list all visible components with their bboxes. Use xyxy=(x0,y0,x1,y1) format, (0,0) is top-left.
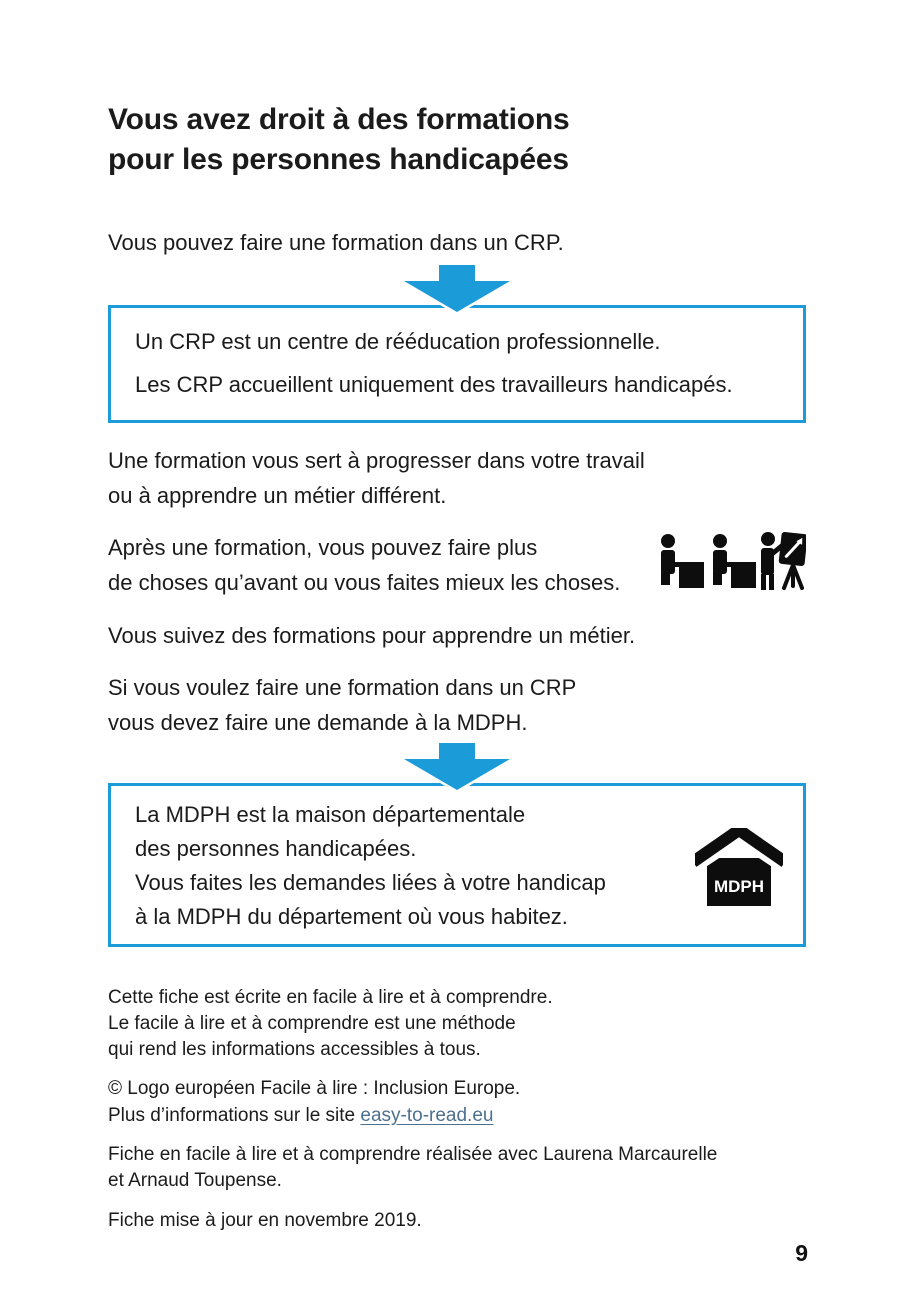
mdph-box-line-3: Vous faites les demandes liées à votre handicap xyxy=(135,870,606,895)
footer-easy-read-line-3: qui rend les informations accessibles à tous. xyxy=(108,1039,481,1060)
mdph-box-line-1: La MDPH est la maison départementale xyxy=(135,802,526,827)
paragraph-formation-usage xyxy=(108,443,806,513)
mdph-box-line-4: à la MDPH du département où vous habitez. xyxy=(135,904,568,929)
crp-box-line-2: Les CRP accueillent uniquement des travailleurs handicapés. xyxy=(135,372,733,397)
paragraph-after-formation-line-2: de choses qu’avant ou vous faites mieux les choses. xyxy=(108,570,621,595)
page-title xyxy=(108,100,806,180)
paragraph-formation-usage-line-2: ou à apprendre un métier différent. xyxy=(108,483,447,508)
down-arrow-icon xyxy=(403,264,511,313)
mdph-definition-box xyxy=(108,783,806,947)
paragraph-after-formation xyxy=(108,530,620,600)
svg-text:MDPH: MDPH xyxy=(713,877,765,896)
footer-easy-read-line-2: Le facile à lire et à comprendre est une méthode xyxy=(108,1013,516,1034)
page-title-line-1: Vous avez droit à des formations xyxy=(108,103,570,136)
content-column xyxy=(0,100,919,1234)
paragraph-learn-job: Vous suivez des formations pour apprendre un métier. xyxy=(108,623,636,648)
footer-logo-credit xyxy=(108,1075,806,1129)
footer-authors-line-1: Fiche en facile à lire et à comprendre réalisée avec Laurena Marcaurelle xyxy=(108,1144,718,1165)
down-arrow-icon xyxy=(403,742,511,791)
paragraph-mdph-request-line-1: Si vous voulez faire une formation dans un CRP xyxy=(108,675,577,700)
paragraph-formation-usage-line-1: Une formation vous sert à progresser dans votre travail xyxy=(108,448,645,473)
footer-authors-credit xyxy=(108,1142,806,1194)
paragraph-after-formation-line-1: Après une formation, vous pouvez faire plus xyxy=(108,535,538,560)
paragraph-mdph-request-line-2: vous devez faire une demande à la MDPH. xyxy=(108,710,528,735)
footer-easy-read-line-1: Cette fiche est écrite en facile à lire et à comprendre. xyxy=(108,987,553,1008)
intro-paragraph: Vous pouvez faire une formation dans un CRP. xyxy=(108,230,564,255)
crp-definition-box xyxy=(108,305,806,423)
crp-box-line-1: Un CRP est un centre de rééducation professionnelle. xyxy=(135,329,661,354)
footer-logo-credit-line-1: © Logo européen Facile à lire : Inclusion Europe. xyxy=(108,1078,521,1099)
page-title-line-2: pour les personnes handicapées xyxy=(108,143,569,176)
footer-update-date: Fiche mise à jour en novembre 2019. xyxy=(108,1210,422,1231)
mdph-box-line-2: des personnes handicapées. xyxy=(135,836,417,861)
footer-more-info-prefix: Plus d’informations sur le site xyxy=(108,1105,361,1126)
paragraph-mdph-request xyxy=(108,670,806,740)
page-number: 9 xyxy=(795,1240,808,1266)
paragraph-after-formation-row xyxy=(108,530,806,600)
easy-to-read-link[interactable]: easy-to-read.eu xyxy=(360,1105,494,1126)
mdph-house-icon xyxy=(695,828,783,908)
footer-easy-read-explanation xyxy=(108,985,806,1063)
classroom-training-icon xyxy=(656,532,806,598)
footer-authors-line-2: et Arnaud Toupense. xyxy=(108,1170,282,1191)
